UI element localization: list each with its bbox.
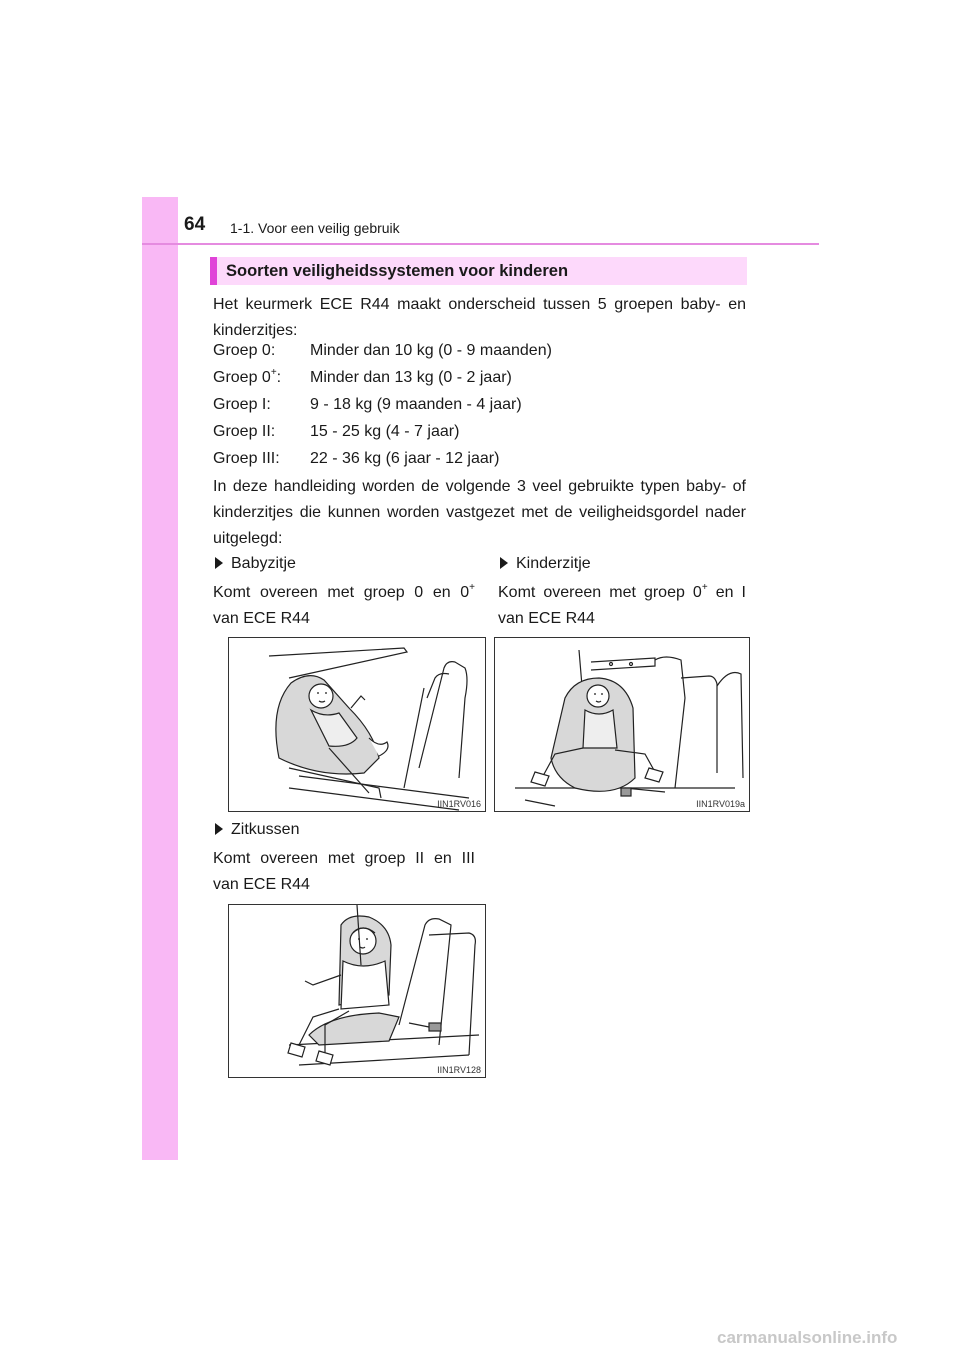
group-row — [213, 392, 522, 418]
seat-description: Komt overeen met groep 0+ en I van ECE R44 — [498, 581, 746, 627]
figure-code: IIN1RV016 — [437, 799, 481, 809]
chapter-title: 1-1. Voor een veilig gebruik — [230, 220, 400, 236]
child-seat-illustration — [494, 637, 750, 812]
seat-heading: Babyzitje — [215, 551, 296, 577]
group-desc: Minder dan 10 kg (0 - 9 maanden) — [310, 342, 552, 359]
group-desc: 15 - 25 kg (4 - 7 jaar) — [310, 423, 460, 440]
baby-seat-illustration — [228, 637, 486, 812]
group-desc: Minder dan 13 kg (0 - 2 jaar) — [310, 369, 512, 386]
intro-paragraph: Het keurmerk ECE R44 maakt onderscheid tussen 5 groepen baby- en kinderzitjes: — [213, 296, 746, 339]
page-number: 64 — [184, 214, 206, 235]
triangle-bullet-icon — [500, 557, 508, 569]
figure-code: IIN1RV019a — [696, 799, 745, 809]
seat-description: Komt overeen met groep 0 en 0+ van ECE R44 — [213, 581, 475, 627]
triangle-bullet-icon — [215, 557, 223, 569]
group-label: Groep 0+: — [213, 366, 282, 386]
group-label: Groep I: — [213, 396, 271, 413]
group-label: Groep 0: — [213, 342, 276, 359]
seat-heading: Kinderzitje — [500, 551, 591, 577]
group-row — [213, 365, 512, 391]
group-row — [213, 419, 459, 445]
figure-code: IIN1RV128 — [437, 1065, 481, 1075]
group-row — [213, 446, 499, 472]
group-row — [213, 338, 552, 364]
watermark: carmanualsonline.info — [717, 1328, 898, 1347]
chapter-sidebar-tab — [142, 197, 178, 1160]
seat-description: Komt overeen met groep II en III van ECE R44 — [213, 850, 475, 893]
triangle-bullet-icon — [215, 823, 223, 835]
section-title: Soorten veiligheidssystemen voor kinderen — [210, 257, 747, 285]
outro-paragraph: In deze handleiding worden de volgende 3 veel gebruikte typen baby- of kinderzitjes die kunnen worden vastgezet met de veiligheidsgordel nader uitgelegd: — [213, 478, 746, 547]
group-label: Groep II: — [213, 423, 276, 440]
seat-heading: Zitkussen — [215, 817, 299, 843]
group-desc: 9 - 18 kg (9 maanden - 4 jaar) — [310, 396, 522, 413]
header-rule — [142, 243, 819, 245]
booster-cushion-illustration — [228, 904, 486, 1078]
group-label: Groep III: — [213, 450, 280, 467]
group-desc: 22 - 36 kg (6 jaar - 12 jaar) — [310, 450, 500, 467]
